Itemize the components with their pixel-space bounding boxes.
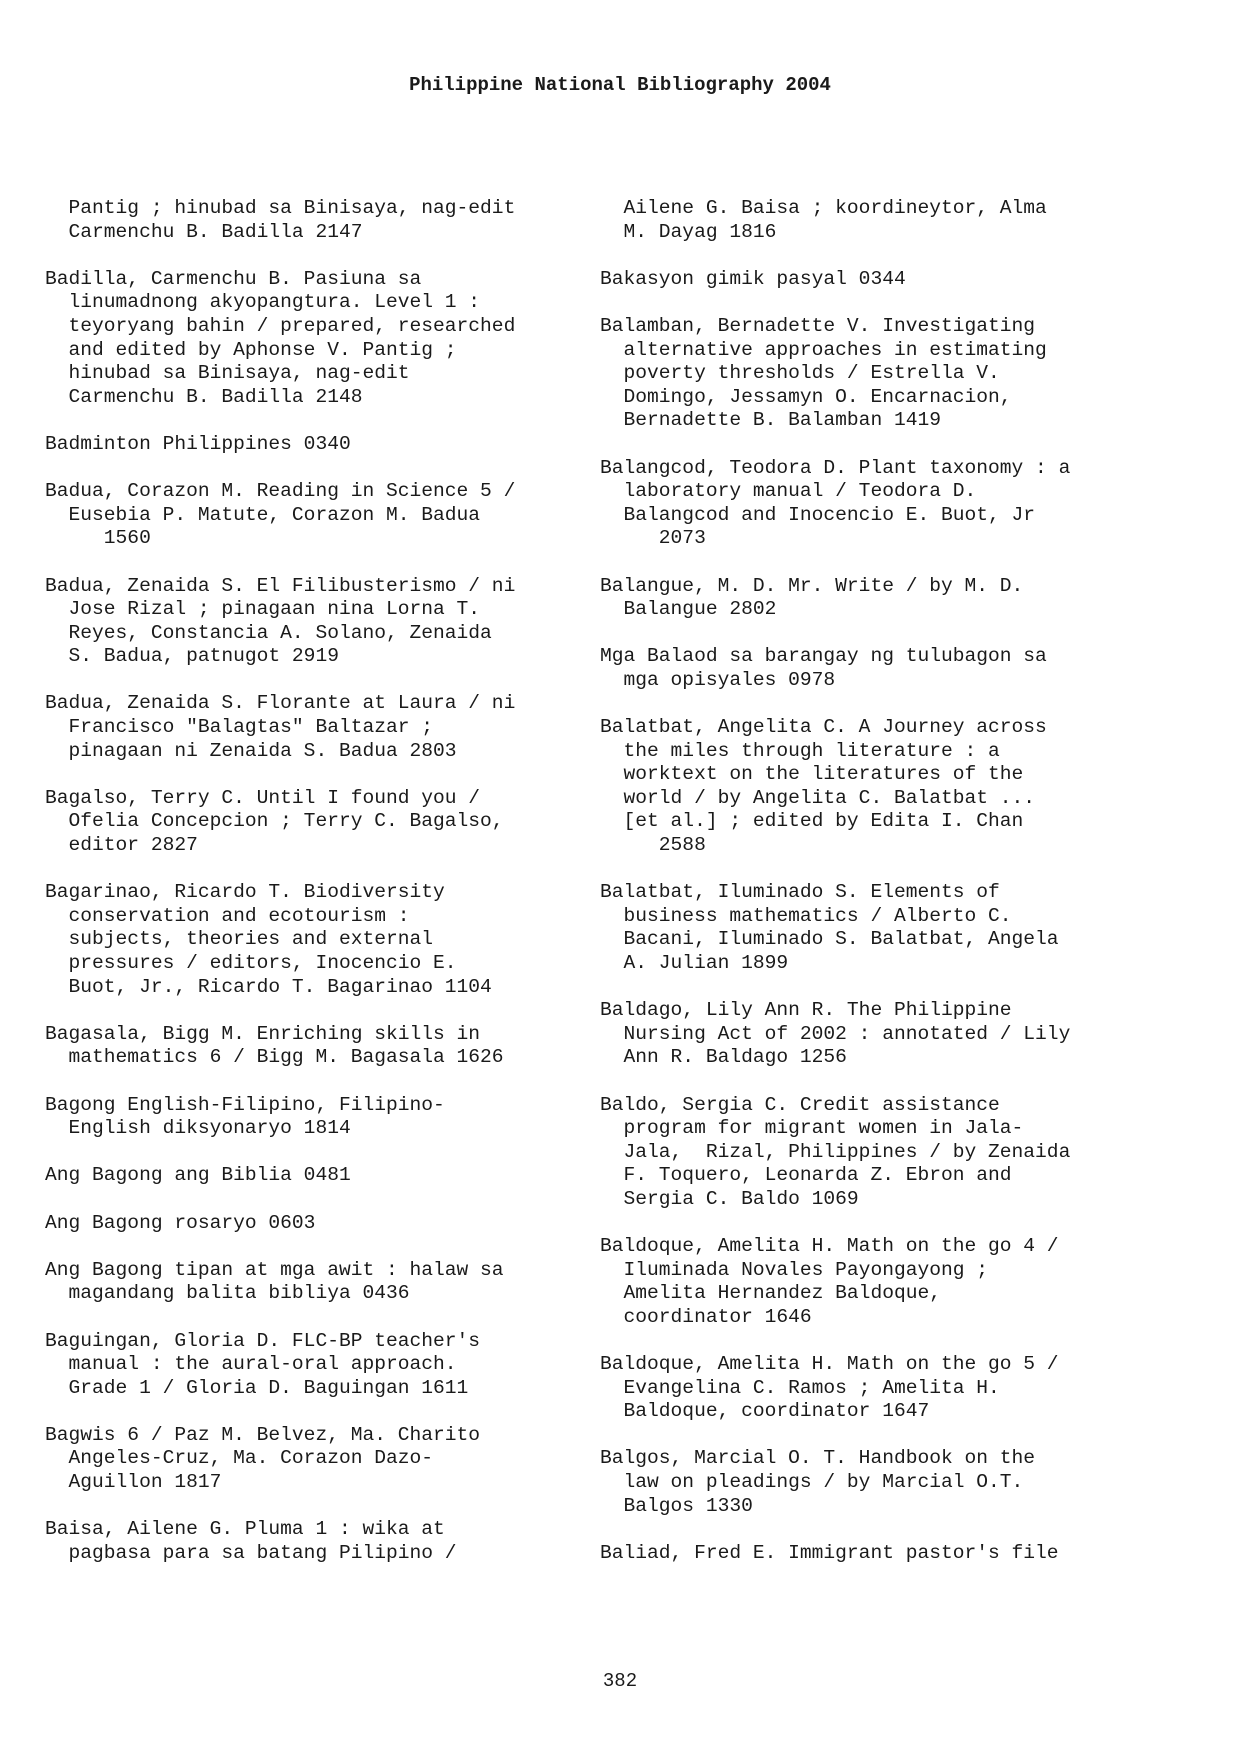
- entry-line: Aguillon 1817: [45, 1471, 222, 1494]
- bibliography-entry: [45, 1424, 565, 1495]
- entry-line: conservation and ecotourism :: [45, 904, 410, 927]
- bibliography-entry: [45, 1330, 565, 1401]
- entry-line: Badminton Philippines 0340: [45, 432, 351, 455]
- entry-line: Baldo, Sergia C. Credit assistance: [600, 1093, 1000, 1116]
- entry-line: Ofelia Concepcion ; Terry C. Bagalso,: [45, 810, 504, 833]
- bibliography-entry: [45, 197, 565, 244]
- entry-line: Bagalso, Terry C. Until I found you /: [45, 786, 481, 809]
- entry-line: Baliad, Fred E. Immigrant pastor's file: [600, 1541, 1059, 1564]
- entry-line: Ann R. Baldago 1256: [600, 1046, 847, 1069]
- entry-line: the miles through literature : a: [600, 739, 1000, 762]
- entry-line: poverty thresholds / Estrella V.: [600, 362, 1000, 385]
- entry-line: Grade 1 / Gloria D. Baguingan 1611: [45, 1376, 469, 1399]
- entry-line: Ang Bagong tipan at mga awit : halaw sa: [45, 1258, 504, 1281]
- bibliography-entry: [45, 1023, 565, 1070]
- entry-line: teyoryang bahin / prepared, researched: [45, 314, 516, 337]
- entry-line: alternative approaches in estimating: [600, 338, 1047, 361]
- entry-line: Buot, Jr., Ricardo T. Bagarinao 1104: [45, 975, 492, 998]
- bibliography-entry: [600, 575, 1120, 622]
- entry-line: business mathematics / Alberto C.: [600, 904, 1012, 927]
- entry-line: Balgos, Marcial O. T. Handbook on the: [600, 1447, 1036, 1470]
- entry-line: Iluminada Novales Payongayong ;: [600, 1258, 989, 1281]
- entry-line: pagbasa para sa batang Pilipino /: [45, 1541, 457, 1564]
- entry-line: Eusebia P. Matute, Corazon M. Badua: [45, 503, 481, 526]
- bibliography-entry: [600, 1447, 1120, 1518]
- bibliography-entry: [600, 1235, 1120, 1329]
- entry-line: Francisco "Balagtas" Baltazar ;: [45, 716, 434, 739]
- entry-line: Badilla, Carmenchu B. Pasiuna sa: [45, 267, 422, 290]
- entry-line: Baldoque, Amelita H. Math on the go 4 /: [600, 1235, 1059, 1258]
- left-column: [45, 197, 565, 1589]
- bibliography-entry: [600, 999, 1120, 1070]
- entry-line: Domingo, Jessamyn O. Encarnacion,: [600, 385, 1012, 408]
- right-column: [600, 197, 1120, 1589]
- entry-line: S. Badua, patnugot 2919: [45, 645, 339, 668]
- entry-line: Balatbat, Iluminado S. Elements of: [600, 881, 1000, 904]
- entry-line: Reyes, Constancia A. Solano, Zenaida: [45, 621, 492, 644]
- entry-line: Bagwis 6 / Paz M. Belvez, Ma. Charito: [45, 1423, 481, 1446]
- entry-line: Ang Bagong ang Biblia 0481: [45, 1164, 351, 1187]
- entry-line: Amelita Hernandez Baldoque,: [600, 1282, 941, 1305]
- entry-line: English diksyonaryo 1814: [45, 1117, 351, 1140]
- entry-line: subjects, theories and external: [45, 928, 434, 951]
- entry-line: Jala, Rizal, Philippines / by Zenaida: [600, 1140, 1071, 1163]
- entry-line: Balgos 1330: [600, 1494, 753, 1517]
- entry-line: Angeles-Cruz, Ma. Corazon Dazo-: [45, 1447, 434, 1470]
- entry-line: F. Toquero, Leonarda Z. Ebron and: [600, 1164, 1012, 1187]
- entry-line: Baguingan, Gloria D. FLC-BP teacher's: [45, 1329, 481, 1352]
- entry-line: Evangelina C. Ramos ; Amelita H.: [600, 1376, 1000, 1399]
- bibliography-entry: [45, 881, 565, 999]
- entry-line: Bernadette B. Balamban 1419: [600, 409, 941, 432]
- bibliography-entry: [600, 457, 1120, 551]
- entry-line: mathematics 6 / Bigg M. Bagasala 1626: [45, 1046, 504, 1069]
- entry-line: mga opisyales 0978: [600, 668, 836, 691]
- entry-line: program for migrant women in Jala-: [600, 1117, 1024, 1140]
- entry-line: Baldoque, Amelita H. Math on the go 5 /: [600, 1353, 1059, 1376]
- bibliography-entry: [45, 1212, 565, 1236]
- entry-line: 2073: [600, 527, 706, 550]
- bibliography-entry: [45, 692, 565, 763]
- entry-line: and edited by Aphonse V. Pantig ;: [45, 338, 457, 361]
- bibliography-entry: [600, 1353, 1120, 1424]
- entry-line: A. Julian 1899: [600, 952, 789, 974]
- entry-line: Bacani, Iluminado S. Balatbat, Angela: [600, 928, 1059, 951]
- bibliography-entry: [600, 881, 1120, 975]
- entry-line: Balatbat, Angelita C. A Journey across: [600, 716, 1047, 739]
- bibliography-entry: [45, 575, 565, 669]
- bibliography-entry: [600, 645, 1120, 692]
- bibliography-entry: [600, 268, 1120, 292]
- entry-line: Baldago, Lily Ann R. The Philippine: [600, 999, 1012, 1022]
- bibliography-entry: [45, 1164, 565, 1188]
- entry-line: Badua, Zenaida S. El Filibusterismo / ni: [45, 574, 516, 597]
- entry-line: Badua, Zenaida S. Florante at Laura / ni: [45, 692, 516, 715]
- entry-line: editor 2827: [45, 834, 198, 857]
- bibliography-entry: [600, 1542, 1120, 1566]
- page-title: Philippine National Bibliography 2004: [409, 74, 831, 96]
- bibliography-entry: [45, 433, 565, 457]
- entry-line: Pantig ; hinubad sa Binisaya, nag-edit: [45, 197, 516, 219]
- entry-line: Balangcod and Inocencio E. Buot, Jr: [600, 503, 1036, 526]
- bibliography-entry: [45, 1518, 565, 1565]
- bibliography-entry: [45, 1259, 565, 1306]
- entry-line: Ailene G. Baisa ; koordineytor, Alma: [600, 197, 1047, 219]
- entry-line: world / by Angelita C. Balatbat ...: [600, 786, 1036, 809]
- page-number: 382: [602, 1670, 638, 1692]
- entry-line: Badua, Corazon M. Reading in Science 5 /: [45, 480, 516, 503]
- entry-line: Bagasala, Bigg M. Enriching skills in: [45, 1022, 481, 1045]
- bibliography-entry: [600, 716, 1120, 858]
- entry-line: pressures / editors, Inocencio E.: [45, 952, 457, 974]
- entry-line: law on pleadings / by Marcial O.T.: [600, 1471, 1024, 1494]
- entry-line: Carmenchu B. Badilla 2147: [45, 220, 363, 243]
- bibliography-entry: [600, 315, 1120, 433]
- bibliography-entry: [45, 480, 565, 551]
- entry-line: 1560: [45, 527, 151, 550]
- entry-line: Balangue, M. D. Mr. Write / by M. D.: [600, 574, 1024, 597]
- entry-line: hinubad sa Binisaya, nag-edit: [45, 362, 410, 385]
- bibliography-entry: [600, 197, 1120, 244]
- entry-line: Balangcod, Teodora D. Plant taxonomy : a: [600, 456, 1071, 479]
- bibliography-entry: [45, 268, 565, 410]
- entry-line: Sergia C. Baldo 1069: [600, 1187, 859, 1210]
- entry-line: Bagarinao, Ricardo T. Biodiversity: [45, 881, 445, 904]
- entry-line: Ang Bagong rosaryo 0603: [45, 1211, 316, 1234]
- entry-line: M. Dayag 1816: [600, 220, 777, 243]
- entry-line: Carmenchu B. Badilla 2148: [45, 385, 363, 408]
- bibliography-entry: [45, 787, 565, 858]
- entry-line: 2588: [600, 834, 706, 857]
- entry-line: coordinator 1646: [600, 1305, 812, 1328]
- entry-line: magandang balita bibliya 0436: [45, 1282, 410, 1305]
- entry-line: Mga Balaod sa barangay ng tulubagon sa: [600, 645, 1047, 668]
- entry-line: [et al.] ; edited by Edita I. Chan: [600, 810, 1024, 833]
- entry-line: Baldoque, coordinator 1647: [600, 1400, 930, 1423]
- bibliography-entry: [600, 1094, 1120, 1212]
- entry-line: Balangue 2802: [600, 598, 777, 621]
- bibliography-entry: [45, 1094, 565, 1141]
- entry-line: pinagaan ni Zenaida S. Badua 2803: [45, 739, 457, 762]
- entry-line: Balamban, Bernadette V. Investigating: [600, 314, 1036, 337]
- entry-line: Bagong English-Filipino, Filipino-: [45, 1093, 445, 1116]
- entry-line: worktext on the literatures of the: [600, 763, 1024, 786]
- entry-line: Baisa, Ailene G. Pluma 1 : wika at: [45, 1518, 445, 1541]
- entry-line: Bakasyon gimik pasyal 0344: [600, 267, 906, 290]
- entry-line: Jose Rizal ; pinagaan nina Lorna T.: [45, 598, 481, 621]
- entry-line: laboratory manual / Teodora D.: [600, 480, 977, 503]
- entry-line: manual : the aural-oral approach.: [45, 1353, 457, 1376]
- entry-line: linumadnong akyopangtura. Level 1 :: [45, 291, 481, 314]
- entry-line: Nursing Act of 2002 : annotated / Lily: [600, 1022, 1071, 1045]
